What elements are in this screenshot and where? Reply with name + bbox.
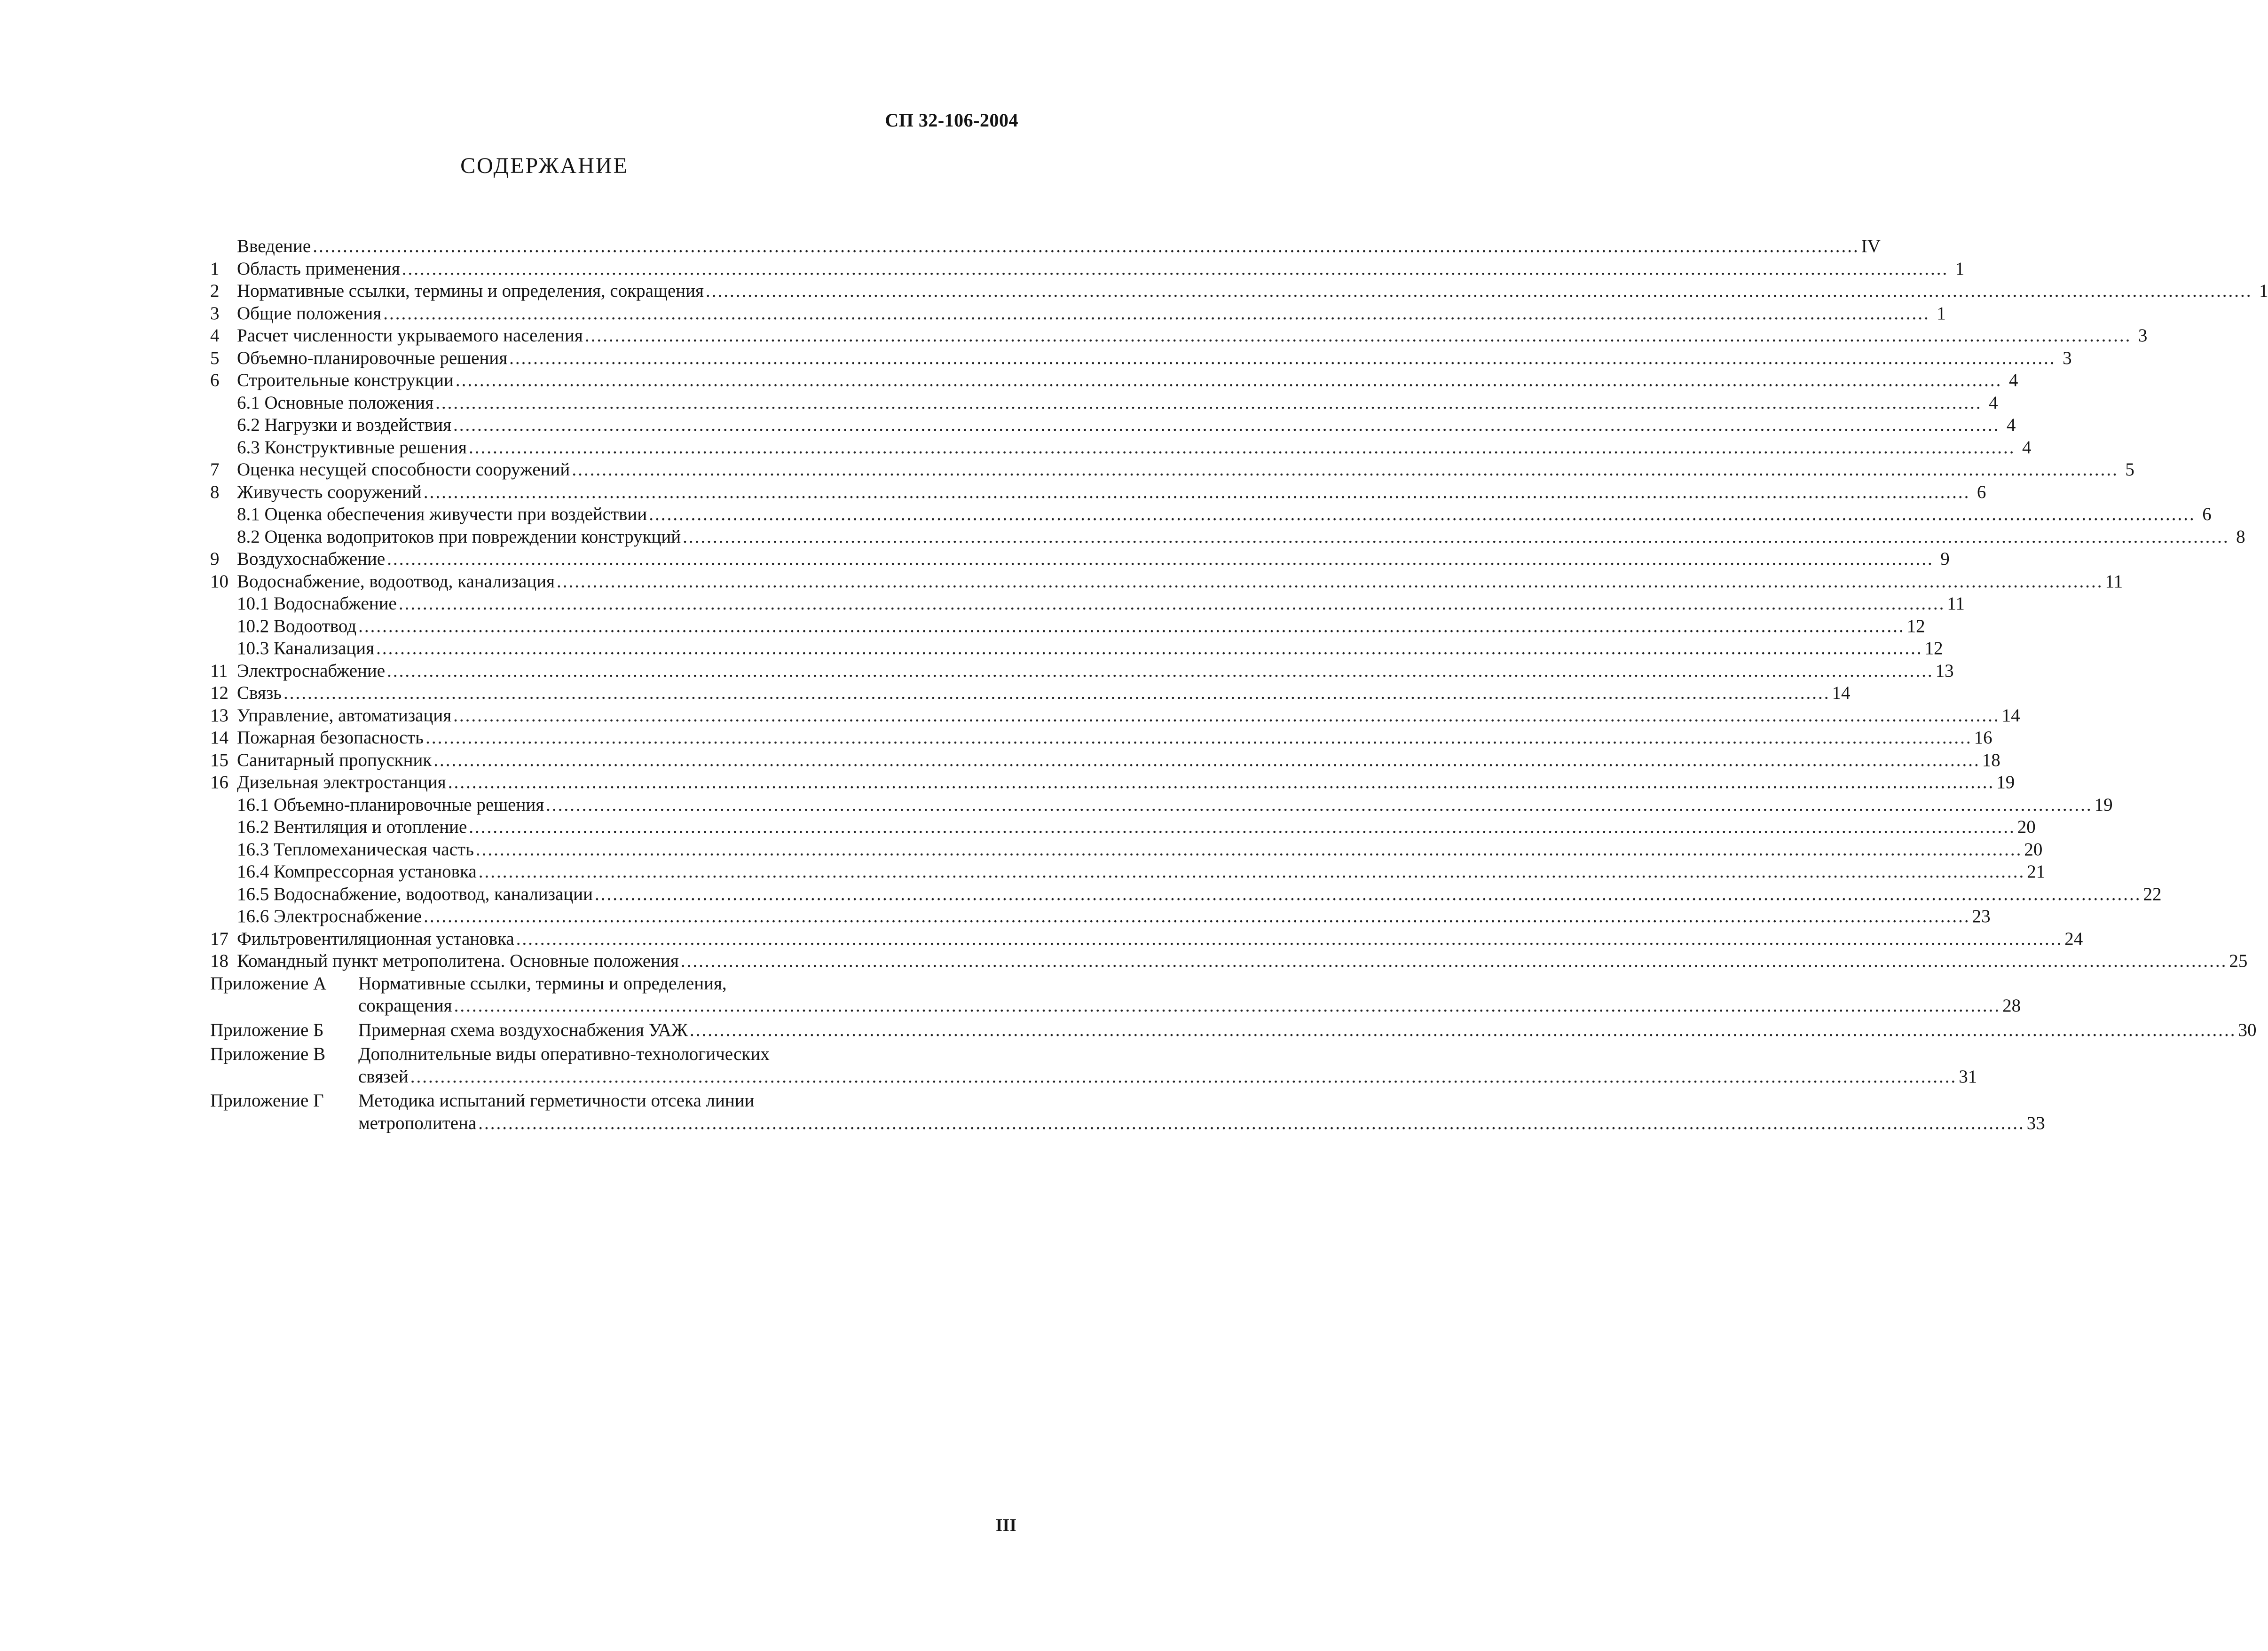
dot-leader	[387, 548, 1934, 570]
toc-entry-page: 24	[2064, 928, 2083, 949]
dot-leader	[448, 771, 1995, 794]
toc-entry-label: Электроснабжение	[237, 660, 386, 681]
dot-leader	[585, 324, 2132, 347]
toc-entry-label: Общие положения	[237, 303, 382, 324]
appendix-page: 28	[2002, 995, 2021, 1016]
toc-entry-label: Живучесть сооружений	[237, 482, 422, 502]
toc-entry[interactable]	[210, 816, 2036, 838]
toc-entry[interactable]	[210, 615, 1925, 638]
toc-entry-page: 4	[2022, 437, 2032, 458]
toc-entry-page: 4	[2007, 415, 2016, 435]
toc-entry[interactable]	[210, 258, 1965, 280]
toc-entry[interactable]	[210, 704, 2020, 727]
dot-leader	[649, 503, 2196, 526]
dot-leader	[433, 749, 1980, 772]
dot-leader	[424, 481, 1970, 504]
dot-leader	[546, 794, 2093, 816]
appendix-entry[interactable]	[210, 972, 2021, 1017]
toc-entry[interactable]	[210, 570, 2123, 593]
toc-entry-label: 10.3 Канализация	[237, 638, 375, 658]
toc-entry-page: 20	[2017, 817, 2036, 837]
appendix-title-text: Методика испытаний герметичности отсека линии	[358, 1090, 755, 1111]
dot-leader	[453, 704, 2000, 727]
toc-entry-page: 18	[1982, 750, 2000, 770]
toc-entry-page: IV	[1861, 236, 1881, 256]
appendix-page: 31	[1959, 1066, 1977, 1087]
toc-entry[interactable]	[210, 414, 2016, 436]
toc-entry[interactable]	[210, 347, 2072, 370]
toc-entry-label: Дизельная электростанция	[237, 772, 446, 792]
toc-entry-number: 14	[210, 727, 228, 748]
toc-entry-number: 10	[210, 571, 228, 592]
appendix-page: 30	[2238, 1019, 2257, 1040]
appendix-title	[358, 1019, 2257, 1042]
toc-entry-page: 14	[2001, 705, 2020, 726]
toc-entry-number: 13	[210, 705, 228, 726]
toc-entry-label: Строительные конструкции	[237, 370, 454, 390]
toc-entry-label: Санитарный пропускник	[237, 750, 432, 770]
toc-entry[interactable]	[210, 235, 1881, 258]
toc-entry[interactable]	[210, 771, 2015, 794]
appendix-title	[358, 972, 2021, 1017]
toc-entry-label: Пожарная безопасность	[237, 727, 424, 748]
toc-entry[interactable]	[210, 794, 2113, 816]
toc-entry-page: 11	[2105, 571, 2123, 592]
toc-entry-label: 16.3 Тепломеханическая часть	[237, 839, 474, 860]
toc-entry-page: 23	[1972, 906, 1991, 926]
toc-entry-page: 19	[2094, 794, 2113, 815]
toc-entry-number: 8	[210, 482, 220, 502]
dot-leader	[681, 950, 2228, 972]
toc-entry-label: Воздухоснабжение	[237, 549, 386, 569]
toc-entry-label: Нормативные ссылки, термины и определения, сокращения	[237, 281, 704, 301]
appendix-title	[358, 1090, 2045, 1134]
toc-entry-number: 2	[210, 281, 220, 301]
toc-entry-page: 19	[1996, 772, 2015, 792]
toc-entry-label: Объемно-планировочные решения	[237, 348, 508, 368]
appendix-title-line	[358, 995, 2021, 1017]
appendix-title-line	[358, 1043, 1977, 1066]
appendix-entry[interactable]	[210, 1090, 2045, 1134]
toc-entry-label: 16.5 Водоснабжение, водоотвод, канализации	[237, 884, 593, 904]
appendix-title-line	[358, 1090, 2045, 1112]
dot-leader	[399, 592, 1945, 615]
dot-leader	[516, 928, 2063, 950]
toc-entry-number: 4	[210, 325, 220, 346]
toc-entry-number: 11	[210, 660, 228, 681]
toc-entry-number: 7	[210, 459, 220, 480]
toc-entry-page: 1	[2259, 281, 2268, 301]
toc-entry[interactable]	[210, 950, 2248, 972]
appendix-heading: Приложение Б	[210, 1019, 324, 1040]
toc-entry[interactable]	[210, 324, 2148, 347]
toc-entry-page: 4	[2008, 370, 2018, 390]
toc-entry-number: 18	[210, 951, 228, 971]
toc-entry-label: Водоснабжение, водоотвод, канализация	[237, 571, 555, 592]
dot-leader	[595, 883, 2142, 906]
toc-entry[interactable]	[210, 592, 1965, 615]
toc-entry-label: 6.3 Конструктивные решения	[237, 437, 467, 458]
dot-leader	[453, 414, 2000, 436]
toc-entry[interactable]	[210, 503, 2212, 526]
toc-entry-number: 1	[210, 258, 220, 279]
dot-leader	[435, 392, 1982, 414]
appendix-title-line	[358, 1066, 1977, 1088]
toc-entry[interactable]	[210, 905, 1991, 928]
toc-entry-number: 17	[210, 928, 228, 949]
toc-entry-label: 16.4 Компрессорная установка	[237, 861, 477, 882]
toc-entry[interactable]	[210, 436, 2032, 459]
table-of-contents	[210, 235, 2268, 1134]
toc-entry-label: 6.1 Основные положения	[237, 392, 434, 413]
toc-entry-page: 1	[1937, 303, 1946, 324]
toc-entry[interactable]	[210, 548, 1950, 570]
dot-leader	[387, 660, 1934, 682]
dot-leader	[313, 235, 1859, 258]
toc-entry[interactable]	[210, 727, 1992, 749]
dot-leader	[572, 458, 2118, 481]
toc-entry[interactable]	[210, 458, 2134, 481]
toc-entry-label: Связь	[237, 683, 282, 703]
appendix-entry[interactable]	[210, 1019, 2257, 1042]
toc-entry-label: Расчет численности укрываемого населения	[237, 325, 583, 346]
toc-entry-label: 10.2 Водоотвод	[237, 616, 357, 636]
dot-leader	[425, 727, 1972, 749]
toc-entry[interactable]	[210, 928, 2083, 950]
toc-entry-label: Управление, автоматизация	[237, 705, 452, 726]
toc-entry-label: 8.2 Оценка водопритоков при повреждении конструкций	[237, 526, 681, 547]
toc-entry-label: 8.1 Оценка обеспечения живучести при воздействии	[237, 504, 647, 524]
toc-entry-page: 21	[2027, 861, 2046, 882]
toc-entry-page: 6	[1977, 482, 1986, 502]
toc-entry-label: 16.6 Электроснабжение	[237, 906, 422, 926]
toc-entry-label: 16.2 Вентиляция и отопление	[237, 817, 467, 837]
toc-entry-label: Введение	[237, 236, 311, 256]
toc-entry-page: 3	[2063, 348, 2072, 368]
appendix-heading: Приложение А	[210, 973, 327, 994]
dot-leader	[358, 615, 1905, 638]
dot-leader	[456, 369, 2002, 392]
toc-entry-label: 10.1 Водоснабжение	[237, 593, 397, 614]
dot-leader	[383, 302, 1930, 325]
toc-entry-label: Область применения	[237, 258, 400, 279]
toc-entry[interactable]	[210, 526, 2245, 548]
dot-leader	[706, 280, 2252, 302]
appendix-title-text: связей	[358, 1066, 409, 1087]
toc-entry-page: 1	[1955, 258, 1965, 279]
toc-entry-label: Фильтровентиляционная установка	[237, 928, 514, 949]
toc-entry-page: 6	[2202, 504, 2212, 524]
dot-leader	[284, 682, 1830, 704]
toc-entry-label: Командный пункт метрополитена. Основные положения	[237, 951, 679, 971]
dot-leader	[469, 436, 2016, 459]
toc-entry-page: 20	[2024, 839, 2043, 860]
toc-entry-page: 12	[1924, 638, 1943, 658]
appendix-title-text: Примерная схема воздухоснабжения УАЖ	[358, 1019, 688, 1040]
toc-entry-label: Оценка несущей способности сооружений	[237, 459, 570, 480]
toc-entry-page: 14	[1832, 683, 1851, 703]
toc-entry[interactable]	[210, 660, 1954, 682]
appendix-title-text: метрополитена	[358, 1113, 477, 1133]
toc-entry[interactable]	[210, 302, 1946, 325]
toc-entry-label: 16.1 Объемно-планировочные решения	[237, 794, 544, 815]
toc-entry[interactable]	[210, 682, 1851, 704]
toc-entry-number: 5	[210, 348, 220, 368]
dot-leader	[478, 1112, 2025, 1135]
toc-entry-page: 22	[2143, 884, 2162, 904]
dot-leader	[476, 838, 2023, 861]
dot-leader	[424, 905, 1970, 928]
dot-leader	[454, 995, 2001, 1017]
toc-entry-number: 12	[210, 683, 228, 703]
appendix-heading: Приложение Г	[210, 1090, 324, 1111]
toc-entry[interactable]	[210, 481, 1986, 504]
appendix-title-line	[358, 1112, 2045, 1135]
toc-entry[interactable]	[210, 637, 1943, 660]
toc-entry[interactable]	[210, 280, 2268, 302]
appendix-entry[interactable]	[210, 1043, 1977, 1088]
appendix-title-text: Нормативные ссылки, термины и определения,	[358, 973, 727, 994]
appendix-title-text: сокращения	[358, 995, 452, 1016]
appendix-page: 33	[2026, 1113, 2045, 1133]
dot-leader	[469, 816, 2016, 838]
dot-leader	[683, 526, 2229, 548]
toc-entry-page: 9	[1940, 549, 1950, 569]
toc-entry-number: 16	[210, 772, 228, 792]
toc-entry-number: 3	[210, 303, 220, 324]
toc-entry-number: 9	[210, 549, 220, 569]
toc-title: СОДЕРЖАНИЕ	[460, 153, 629, 178]
dot-leader	[410, 1066, 1957, 1088]
appendix-title-line	[358, 1019, 2257, 1042]
dot-leader	[509, 347, 2056, 370]
toc-entry-page: 12	[1906, 616, 1925, 636]
appendix-title-line	[358, 972, 2021, 995]
document-code: СП 32-106-2004	[885, 110, 1018, 131]
toc-entry[interactable]	[210, 883, 2162, 906]
dot-leader	[557, 570, 2103, 593]
toc-entry-page: 8	[2236, 526, 2245, 547]
toc-entry[interactable]	[210, 749, 2000, 772]
toc-entry[interactable]	[210, 369, 2018, 392]
page-number: III	[995, 1516, 1016, 1535]
toc-entry-page: 13	[1935, 660, 1954, 681]
toc-entry-page: 16	[1974, 727, 1992, 748]
dot-leader	[690, 1019, 2236, 1042]
toc-entry-page: 4	[1989, 392, 1998, 413]
toc-entry-number: 15	[210, 750, 228, 770]
toc-entry[interactable]	[210, 861, 2046, 883]
toc-entry-label: 6.2 Нагрузки и воздействия	[237, 415, 452, 435]
toc-entry-page: 11	[1947, 593, 1965, 614]
dot-leader	[479, 861, 2025, 883]
toc-entry-number: 6	[210, 370, 220, 390]
toc-entry[interactable]	[210, 392, 1998, 414]
dot-leader	[402, 258, 1949, 280]
dot-leader	[376, 637, 1923, 660]
appendix-title-text: Дополнительные виды оперативно-технологических	[358, 1044, 770, 1064]
toc-entry-page: 25	[2229, 951, 2248, 971]
appendix-title	[358, 1043, 1977, 1088]
appendix-heading: Приложение В	[210, 1044, 326, 1064]
toc-entry-page: 5	[2125, 459, 2134, 480]
toc-entry-page: 3	[2138, 325, 2148, 346]
toc-entry[interactable]	[210, 838, 2043, 861]
